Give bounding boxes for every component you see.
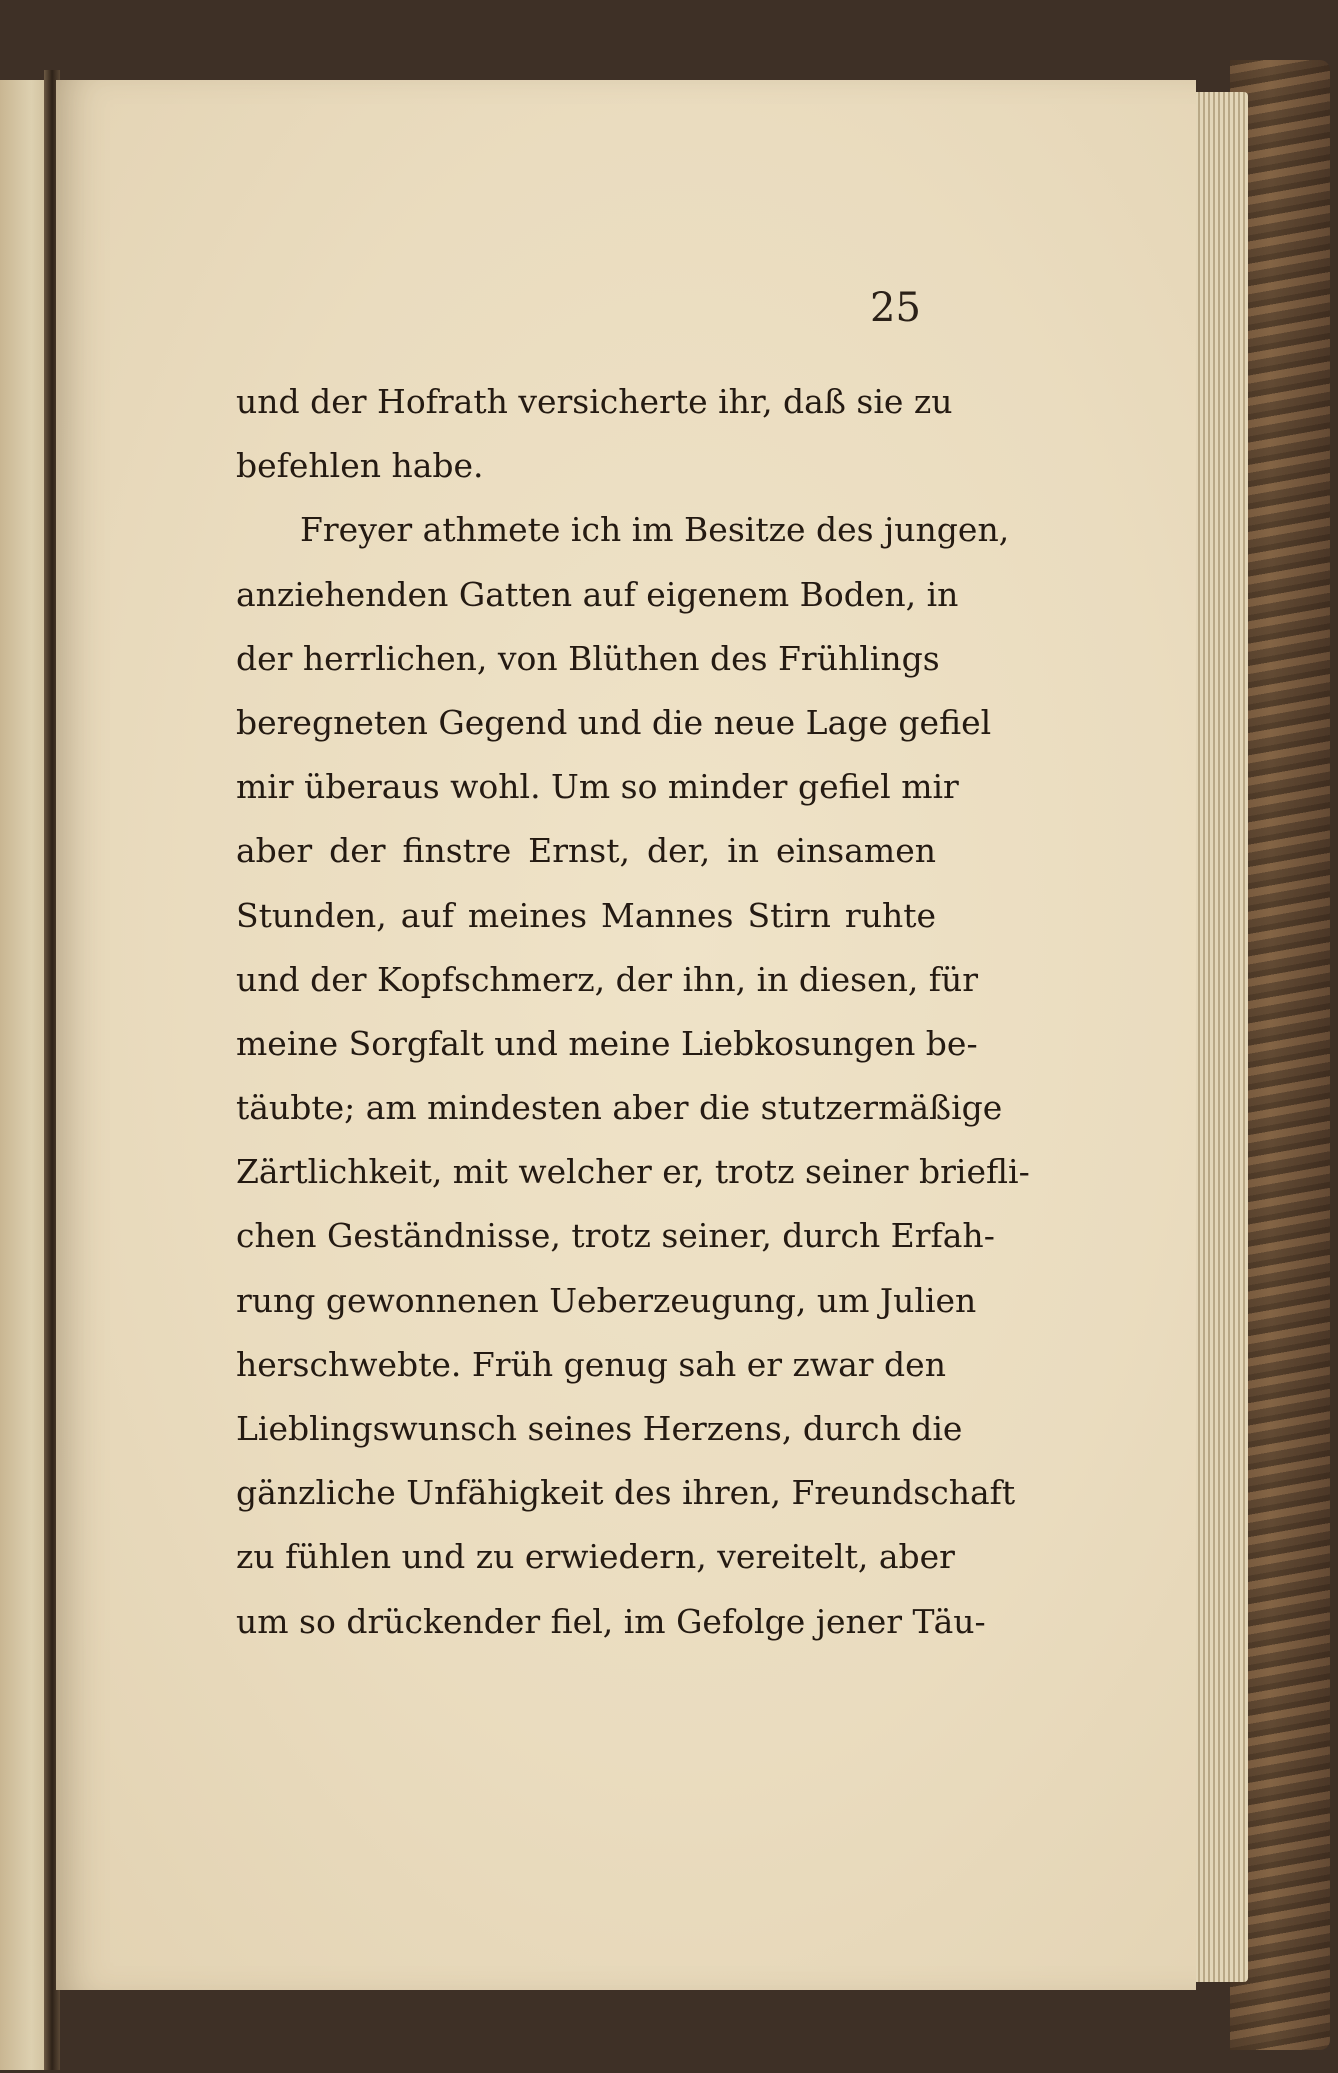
text-line: um so drückender fiel, im Gefolge jener Täu- — [236, 1601, 986, 1641]
text-line: mir überaus wohl. Um so minder gefiel mir — [236, 767, 959, 807]
text-line: befehlen habe. — [236, 446, 484, 486]
text-line: beregneten Gegend und die neue Lage gefiel — [236, 702, 992, 742]
text-line: und der Kopfschmerz, der ihn, in diesen, für — [236, 959, 979, 999]
page-number: 25 — [870, 285, 921, 331]
text-line: Zärtlichkeit, mit welcher er, trotz seiner briefli- — [236, 1152, 1030, 1192]
text-line: zu fühlen und zu erwiedern, vereitelt, aber — [236, 1537, 955, 1577]
text-line: Stunden, auf meines Mannes Stirn ruhte — [236, 895, 936, 935]
text-line: der herrlichen, von Blüthen des Frühlings — [236, 638, 940, 678]
text-line: Freyer athmete ich im Besitze des jungen, — [300, 510, 1010, 550]
text-line: chen Geständnisse, trotz seiner, durch Erfah- — [236, 1216, 995, 1256]
text-line: Lieblingswunsch seines Herzens, durch die — [236, 1409, 963, 1448]
text-line: meine Sorgfalt und meine Liebkosungen be- — [236, 1023, 978, 1063]
text-line: aber der finstre Ernst, der, in einsamen — [236, 831, 936, 871]
body-text — [236, 370, 1030, 1654]
text-line: herschwebte. Früh genug sah er zwar den — [236, 1344, 946, 1384]
page-stack-edges — [1190, 92, 1248, 1982]
text-line: täubte; am mindesten aber die stutzermäßige — [236, 1088, 1003, 1128]
text-line: und der Hofrath versicherte ihr, daß sie zu — [236, 382, 953, 421]
text-line: anziehenden Gatten auf eigenem Boden, in — [236, 574, 959, 614]
text-line: rung gewonnenen Ueberzeugung, um Julien — [236, 1280, 977, 1320]
text-line: gänzliche Unfähigkeit des ihren, Freundschaft — [236, 1473, 1016, 1513]
